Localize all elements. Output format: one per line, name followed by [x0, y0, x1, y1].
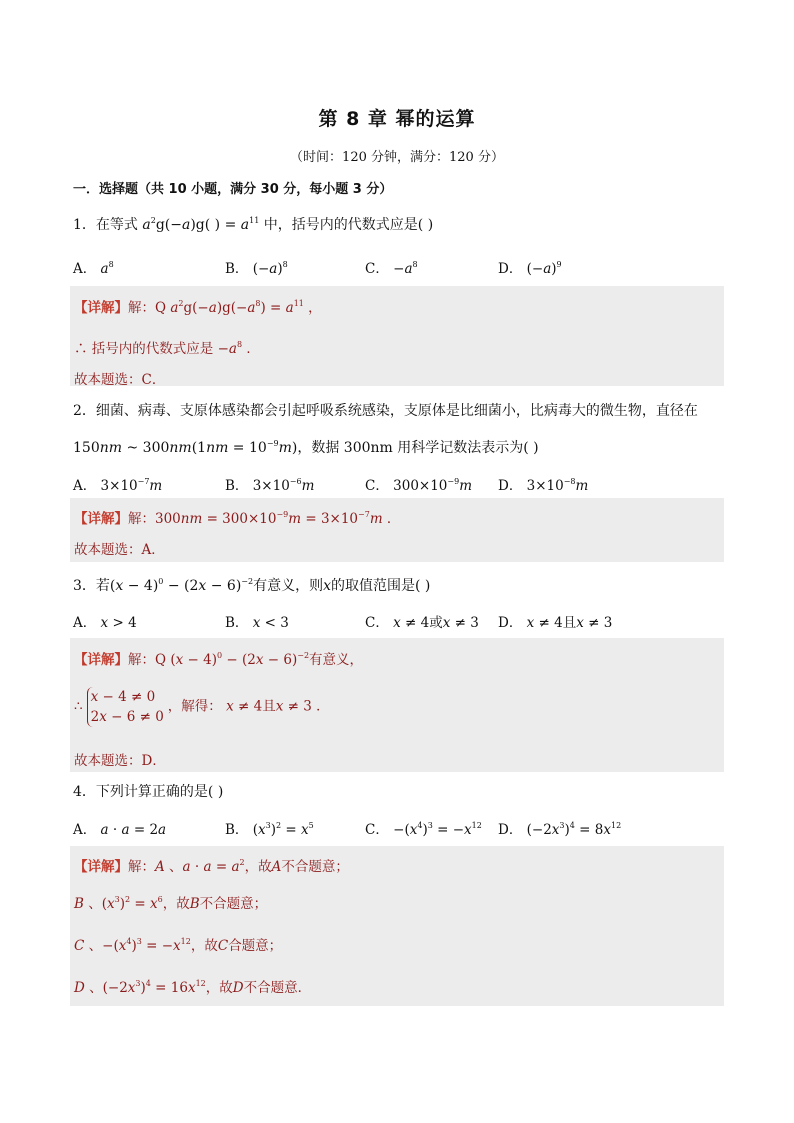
q1-option-b: B． $(-a)^8$	[225, 260, 288, 277]
q2-option-d: D． $3\times 10^{-8}m$	[498, 477, 589, 494]
equation-system: x − 4 ≠ 0 2x − 6 ≠ 0	[87, 687, 164, 727]
question-4-stem: 4．下列计算正确的是( )	[73, 784, 224, 800]
q3-solution-system: ∴x − 4 ≠ 0 2x − 6 ≠ 0，解得： x ≠ 4且x ≠ 3 ．	[74, 689, 330, 725]
q1-option-a: A． $a^8$	[73, 260, 114, 277]
page-title: 第 8 章 幂的运算	[318, 108, 476, 130]
q1-solution-line-1: 【详解】解：Q $a^2g(-a)g(-a^8) = a^{11}$ ，	[74, 299, 322, 316]
q4-option-c: C． $-(x^4)^3 = -x^{12}$	[365, 821, 482, 838]
q2-option-c: C． $300\times 10^{-9}m$	[365, 477, 473, 494]
q4-solution-line-d: D 、$(-2x^3)^4 = 16x^{12}$，故D不合题意．	[74, 979, 312, 996]
question-2-stem-line-2: 150nm ~ $300nm(1nm = 10^{-9}m)$，数据 300nm 用科学记数法表示为( )	[73, 439, 539, 456]
q1-solution-line-2: ∴ 括号内的代数式应是 $-a^8$ ．	[74, 340, 260, 357]
q2-solution-line-1: 【详解】解：$300nm = 300\times 10^{-9}m = 3\times 10^{-7}m$ ．	[74, 510, 401, 527]
q3-option-d: D． x ≠ 4且x ≠ 3	[498, 615, 613, 631]
q1-option-d: D． $(-a)^9$	[498, 260, 562, 277]
q3-answer: 故本题选：D．	[74, 753, 166, 769]
question-2-stem-line-1: 2．细菌、病毒、支原体感染都会引起呼吸系统感染，支原体是比细菌小，比病毒大的微生物，直径在	[73, 403, 698, 419]
q2-option-a: A． $3\times 10^{-7}m$	[73, 477, 163, 494]
question-1-stem: 1．在等式 $a^2g(-a)g$( ) = $a^{11}$ 中，括号内的代数式应是( )	[73, 216, 434, 233]
q1-answer: 故本题选：C．	[74, 372, 166, 388]
q3-option-c: C． x ≠ 4或x ≠ 3	[365, 615, 479, 631]
q3-option-b: B． x < 3	[225, 615, 289, 631]
q4-solution-line-a: 【详解】解：A 、$a \cdot a = a^2$，故A不合题意；	[74, 858, 349, 875]
q4-option-a: A． a · a = 2a	[73, 822, 167, 838]
exam-info: （时间：120 分钟，满分：120 分）	[290, 150, 504, 165]
question-3-stem: 3．若$(x - 4)^0 - (2x - 6)^{-2}$有意义，则x的取值范围是( )	[73, 577, 431, 594]
q3-option-a: A． x > 4	[73, 615, 137, 631]
q2-answer: 故本题选：A．	[74, 542, 165, 558]
q2-option-b: B． $3\times 10^{-6}m$	[225, 477, 315, 494]
q4-option-d: D． $(-2x^3)^4 = 8x^{12}$	[498, 821, 622, 838]
q4-solution-line-c: C 、$-(x^4)^3 = -x^{12}$，故C合题意；	[74, 937, 283, 954]
q1-option-c: C． $-a^8$	[365, 260, 418, 277]
section-heading: 一．选择题（共 10 小题，满分 30 分，每小题 3 分）	[73, 182, 393, 197]
q4-solution-line-b: B 、$(x^3)^2 = x^6$，故B不合题意；	[74, 895, 268, 912]
q4-option-b: B． $(x^3)^2 = x^5$	[225, 821, 314, 838]
q3-solution-line-1: 【详解】解：Q $(x - 4)^0 - (2x - 6)^{-2}$有意义，	[74, 651, 364, 668]
